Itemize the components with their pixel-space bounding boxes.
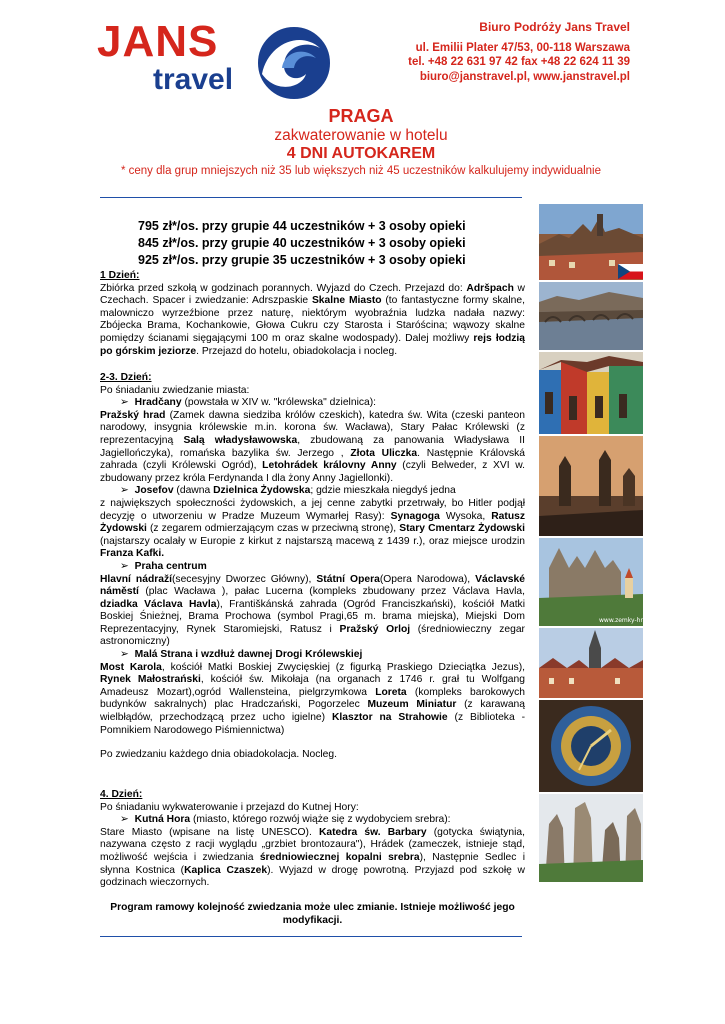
- bullet-centrum: ➢ Praha centrum: [120, 560, 207, 572]
- agency-address: ul. Emilii Plater 47/53, 00-118 Warszawa: [415, 41, 630, 54]
- day-4-section: [100, 789, 525, 890]
- pricing-note: * ceny dla grup mniejszych niż 35 lub większych niż 45 uczestników kalkulujemy indywidualnie: [120, 165, 602, 177]
- charles-bridge-photo: [539, 282, 643, 350]
- arrow-bullet-icon: ➢: [120, 814, 129, 826]
- duration-title: 4 DNI AUTOKAREM: [286, 145, 436, 162]
- agency-phone: tel. +48 22 631 97 42 fax +48 22 624 11 39: [408, 56, 630, 68]
- agency-info: [350, 20, 630, 84]
- day-1-text: Zbiórka przed szkołą w godzinach porannych. Wyjazd do Czech. Przejazd do: Adršpach w Czechach. Spacer i zwiedzanie: Adrszpaskie Skalne Miasto (to fantastyczne formy skalne, malowniczo wyrzeźbione przez naturę, niektórym wyobraźnia ludzka nadała nazwy: Zbójecka Brama, Kochankowie, Głowa Cukru czy Starosta i Staróścina; wąwozy skalne pomiędzy ścianami sięgającymi 100 m oraz skalne wodospady). Dalej możliwy rejs łodzią po górskim jeziorze. Przejazd do hotelu, obiadokolacja i nocleg.: [100, 282, 525, 357]
- day-2-3-closing: Po zwiedzaniu każdego dnia obiadokolacja. Nocleg.: [100, 749, 337, 761]
- old-town-tower-photo: [539, 628, 643, 698]
- astronomical-clock-photo: [539, 700, 643, 792]
- price-line: 925 zł*/os. przy grupie 35 uczestników + 3 osoby opieki: [138, 253, 466, 267]
- arrow-bullet-icon: ➢: [120, 560, 129, 572]
- kutna-hora-text: Stare Miasto (wpisane na listę UNESCO). Katedra św. Barbary (gotycka świątynia, nazywana często z racji wyglądu „grzbiet brontozaura"), Hrádek (zameczek, istnieje stąd, możliwość wejścia i zwiedzania średniowiecznej kopalni srebra), Następnie Sedlec i słynna Kostnica (Kaplica Czaszek). Wyjazd w drogę powrotną. Przyjazd pod szkołę w godzinach wieczornych.: [100, 826, 526, 889]
- footer-note: Program ramowy kolejność zwiedzania może ulec zmianie. Istnieje możliwość jego modyfikacji.: [110, 902, 515, 926]
- page-title: PRAGA: [328, 106, 394, 126]
- hradcany-text: Pražský hrad (Zamek dawna siedziba królów czeskich), katedra św. Wita (czeski panteon narodowy, insygnia królewskie m.in. korona św. Wacława), Stary Pałac Królewski (z reprezentacyjną Salą władysławowska, zbudowaną za panowania Władysława II Jagiellończyka), romańska bazylika św. Jerzego , Złota Uliczka. Następnie Královská zahrada (czyli Królewski Ogród), Letohrádek královny Anny (czyli Belweder, z XVI w. zbudowany przez króla Ferdynanda I dla żony Anny Jagiellonki).: [100, 409, 525, 484]
- bridge-statues-photo: [539, 436, 643, 536]
- day-1-heading: 1 Dzień:: [100, 270, 140, 281]
- wave-logo-icon: [254, 24, 334, 102]
- day-4-intro: Po śniadaniu wykwaterowanie i przejazd do Kutnej Hory:: [100, 801, 359, 813]
- divider-top: [100, 197, 522, 198]
- price-line: 845 zł*/os. przy grupie 40 uczestników + 3 osoby opieki: [138, 236, 466, 250]
- arrow-bullet-icon: ➢: [120, 397, 129, 409]
- divider-bottom: [100, 936, 522, 937]
- josefov-text: z największych społeczności żydowskich, a jej cenne zabytki przetrwały, bo Hitler podjął decyzję o utworzeniu w Pradze Muzeum Wymarłej Rasy): Synagoga Wysoka, Ratusz Żydowski (z zegarem odmierzającym czas w przeciwną stronę), Stary Cmentarz Żydowski (najstarszy ocalały w Europie z kirkut z najstarszą macewą z 1439 r.), oraz miejsce urodzin Franza Kafki.: [100, 497, 525, 560]
- rock-town-photo: [539, 794, 643, 882]
- agency-contact[interactable]: biuro@janstravel.pl, www.janstravel.pl: [419, 70, 630, 83]
- day-2-3-heading: 2-3. Dzień:: [100, 372, 152, 383]
- jans-travel-logo: [97, 17, 337, 102]
- golden-lane-photo: [539, 352, 643, 434]
- logo-wordmark: JANS: [97, 17, 219, 66]
- agency-name: Biuro Podróży Jans Travel: [479, 20, 630, 34]
- bullet-hradcany: ➢ Hradčany (powstała w XIV w. "królewska" dzielnica):: [120, 397, 377, 409]
- bullet-kutna-hora: ➢ Kutná Hora (miasto, którego rozwój wiąże się z wydobyciem srebra):: [120, 814, 451, 826]
- price-line: 795 zł*/os. przy grupie 44 uczestników + 3 osoby opieki: [138, 219, 466, 233]
- centrum-text: Hlavní nádraží(secesyjny Dworzec Główny), Státní Opera(Opera Narodowa), Václavské náměstí (plac Wacława ), pałac Lucerna (kompleks zbudowany przez Václava Havla, dziadka Václava Havla), Františkánská zahrada (Ogród Franciszkański), kościół Matki Boskiej Śnieżnej, Brama Prochowa (symbol Pragi,65 m. brama miejska), Miejski Dom Reprezentacyjny, Rynek Staromiejski, Ratusz i Pražský Orloj (średniowieczny zegar astronomiczny): [100, 573, 525, 648]
- czech-flag-icon: [618, 264, 643, 279]
- day-2-3-section: [100, 372, 525, 762]
- mala-strana-text: Most Karola, kościół Matki Boskiej Zwycięskiej (z figurką Praskiego Dzieciątka Jezus), Rynek Małostrański, kościół św. Mikołaja (na organach z 1746 r. grał tu Wolfgang Amadeusz Mozart),ogród Wallensteina, pielgrzymkowa Loreta (kompleks barokowych budynków sakralnych) plac Hradczański, Pogorzelec Muzeum Miniatur (z karawaną wielbłądów, przechodzącą przez ucho igielne) Klasztor na Strahowie (z Biblioteka - Pomnikiem Narodowego Piśmiennictwa): [100, 661, 526, 736]
- bullet-mala-strana: ➢ Malá Strana i wzdłuż dawnej Drogi Królewskiej: [120, 649, 363, 661]
- day-1-section: [100, 270, 525, 358]
- logo-subtitle: travel: [153, 63, 234, 96]
- day-4-heading: 4. Dzień:: [100, 789, 143, 800]
- day-2-3-intro: Po śniadaniu zwiedzanie miasta:: [100, 384, 250, 396]
- accommodation-subtitle: zakwaterowanie w hotelu: [274, 127, 448, 144]
- price-list: [138, 218, 466, 269]
- arrow-bullet-icon: ➢: [120, 649, 129, 661]
- arrow-bullet-icon: ➢: [120, 485, 129, 497]
- kutna-hora-cathedral-photo: [539, 538, 662, 626]
- photo-credit: www.zemky-hrady.cz: [599, 617, 662, 624]
- bullet-josefov: ➢ Josefov (dawna Dzielnica Żydowska; gdzie mieszkała niegdyś jedna: [120, 485, 456, 497]
